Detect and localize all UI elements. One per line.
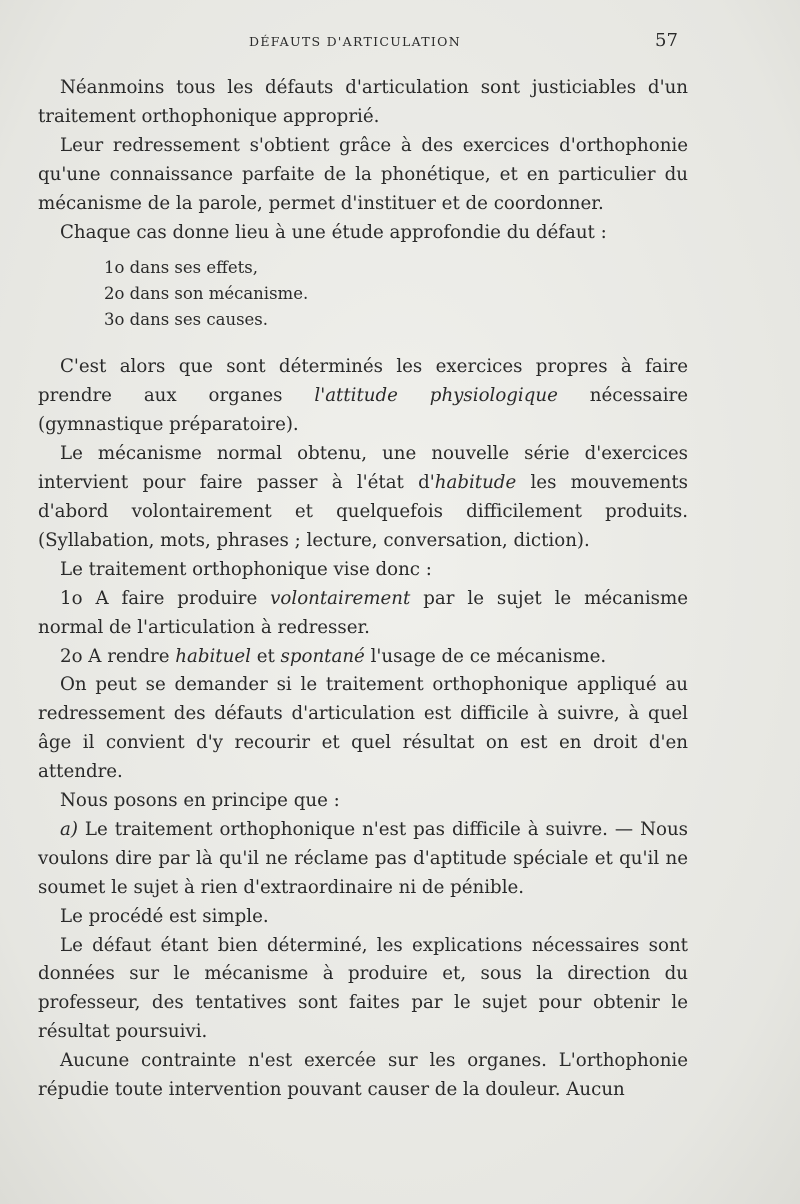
paragraph: Aucune contrainte n'est exercée sur les organes. L'orthophonie répudie toute intervention pouvant causer de la douleur. Aucun	[38, 1050, 688, 1101]
paragraph: Chaque cas donne lieu à une étude approfondie du défaut :	[60, 221, 607, 243]
paragraph: Leur redressement s'obtient grâce à des exercices d'orthophonie qu'une connaissance parfaite de la phonétique, et en particulier du mécanisme de la parole, permet d'instituer et de coordonner.	[38, 134, 688, 214]
italic-term: habituel	[175, 645, 251, 667]
paragraph: Le traitement orthophonique vise donc :	[60, 558, 432, 580]
text-run: les mouvements d'abord volontairement et quelquefois difficilement produits. (Syllabation, mots, phrases ; lecture, conversation, diction).	[38, 472, 688, 551]
list-item: 1o dans ses effets,	[104, 258, 258, 278]
text-run: 2o A rendre	[60, 645, 176, 667]
page-body	[38, 74, 688, 1105]
text-run: 1o A faire produire	[60, 587, 271, 609]
text-run: nécessaire (gymnastique préparatoire).	[38, 385, 688, 436]
running-title: DÉFAUTS D'ARTICULATION	[249, 34, 461, 49]
page-number: 57	[655, 30, 678, 51]
paragraph	[38, 353, 688, 440]
enumerated-list	[104, 255, 688, 333]
italic-term: spontané	[280, 645, 365, 667]
paragraph: On peut se demander si le traitement orthophonique appliqué au redressement des défauts d'articulation est difficile à suivre, à quel âge il convient d'y recourir et quel résultat on est en droit d'en attendre.	[38, 674, 688, 783]
list-item: 3o dans ses causes.	[104, 310, 269, 330]
paragraph	[38, 585, 688, 643]
paragraph: Néanmoins tous les défauts d'articulation sont justiciables d'un traitement orthophonique approprié.	[38, 77, 688, 127]
italic-term: a)	[60, 818, 78, 840]
paragraph: Le défaut étant bien déterminé, les explications nécessaires sont données sur le mécanisme à produire et, sous la direction du professeur, des tentatives sont faites par le sujet pour obtenir le résultat poursuivi.	[38, 934, 688, 1043]
italic-term: volontairement	[270, 587, 411, 609]
text-run: par le sujet le mécanisme normal de l'articulation à redresser.	[38, 587, 689, 638]
text-run: Le traitement orthophonique n'est pas difficile à suivre. — Nous voulons dire par là qu'il ne réclame pas d'aptitude spéciale et qu'il ne soumet le sujet à rien d'extraordinaire ni de pénible.	[38, 818, 688, 898]
paragraph: Nous posons en principe que :	[60, 790, 340, 812]
text-run: Le mécanisme normal obtenu, une nouvelle série d'exercices intervient pour faire passer à l'état d'	[38, 443, 688, 494]
paragraph: Le procédé est simple.	[60, 905, 269, 927]
paragraph	[38, 643, 688, 672]
text-run: l'usage de ce mécanisme.	[364, 645, 607, 667]
italic-term: habitude	[434, 472, 517, 494]
list-item: 2o dans son mécanisme.	[104, 284, 309, 304]
text-run: et	[250, 645, 281, 667]
paragraph	[38, 440, 688, 556]
paragraph	[38, 816, 688, 903]
italic-term: l'attitude physiologique	[314, 385, 558, 407]
text-run: C'est alors que sont déterminés les exercices propres à faire prendre aux organes	[38, 356, 688, 407]
